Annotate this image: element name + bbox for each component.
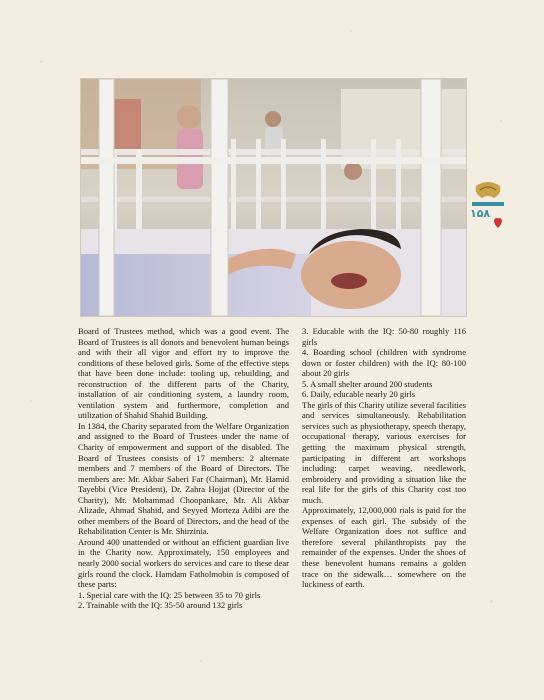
list-item: 6. Daily, educable nearly 20 girls	[302, 389, 416, 400]
photo-illustration	[81, 79, 466, 316]
paragraph: Around 400 unattended or without an efficient guardian live in the Charity now. Approximately, 150 employees and nearly 2000 social workers do services and care to these dear girls round the clock. Hamdam Fatholmobin is composed of these parts:	[78, 536, 289, 590]
paper-speck	[500, 120, 502, 122]
list-item: 1. Special care with the IQ: 25 between 35 to 70 girls	[78, 589, 261, 600]
list-item: 5. A small shelter around 200 students	[302, 378, 433, 389]
list-item: 2. Trainable with the IQ: 35-50 around 132 girls	[78, 600, 243, 611]
paragraph: Board of Trustees method, which was a good event. The Board of Trustees is all donors and benevolent human beings and with their all vigor and effort try to improve the conditions of these beloved girls. Some of the effective steps that have been done include: tooling up, rebuilding, and reconstruction of the different parts of the Charity, installation of air conditioning system, a laundry room, ventilation system and furthermore, completion and utilization of Shahid Shahid Building.	[78, 326, 289, 421]
list-item: 3. Educable with the IQ: 50-80 roughly 116 girls	[302, 326, 466, 347]
logo-number: ۱۵۸	[470, 207, 491, 220]
paragraph: The girls of this Charity utilize several facilities and services simultaneously. Rehabilitation services such as physiotherapy, speech therapy, occupational therapy, various exercises for getting the maximum physical strength, participating in different art workshops including: carpet weaving, needlework, embroidery and providing a situation like the real life for the girls of this Charity cost too much.	[302, 399, 466, 505]
paragraph: Approximately, 12,000,000 rials is paid for the expenses of each girl. The subsidy of the Welfare Organization does not suffice and therefore several philanthropists pay the remainder of the expenses. Under the shoes of these benevolent humans remains a golden trace on the sidewalk… somewhere on the luckiness of earth.	[302, 505, 466, 590]
right-text-column	[302, 326, 466, 590]
paper-speck	[200, 660, 202, 662]
paragraph: In 1384, the Charity separated from the Welfare Organization and assigned to the Board of Trustees under the name of Charity of empowerment and support of the disabled. The Board of Trustees consists of 17 members: 2 alternate members and 7 members of the Board of Directors. The members are: Mr. Akbar Saberi Far (Chairman), Mr. Hamid Tayebbi (Vice President), Dr. Zahra Hojjat (Director of the Charity), Mr. Mohammad Choopankare, Mr. Ali Akbar Alizade, Ahmad Shahid, and Seyyed Morteza Adibi are the other members of the Board of Directors, and the head of the Rehabilitation Center is Mr. Shirzinia.	[78, 420, 289, 537]
paper-speck	[40, 60, 43, 63]
paper-speck	[30, 400, 32, 402]
publication-logo	[468, 180, 508, 240]
article-photo	[80, 78, 467, 317]
paper-speck	[350, 30, 352, 32]
paper-speck	[490, 600, 493, 603]
left-text-column	[78, 326, 289, 611]
list-item: 4. Boarding school (children with syndrome down or foster children) with the IQ: 80-100 about 20 girls	[302, 347, 466, 379]
